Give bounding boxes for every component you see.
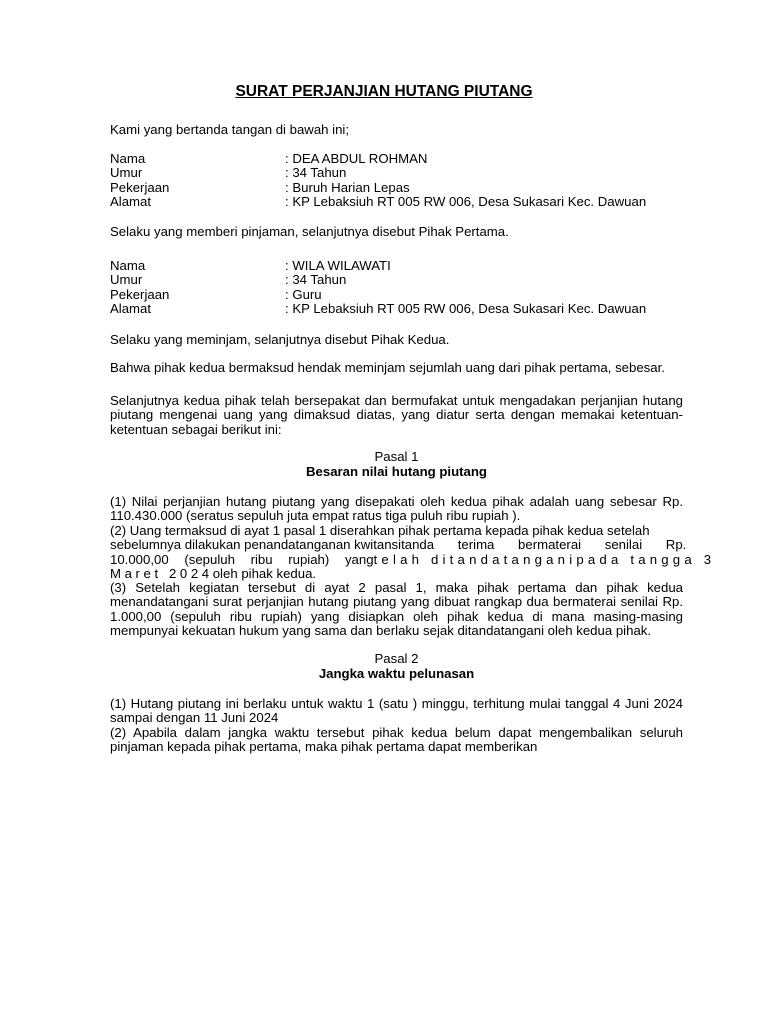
ayat-2-line-1-text: (2) Uang termaksud di ayat 1 pasal 1 diserahkan pihak pertama kepada pihak kedua setelah (110, 523, 650, 538)
pihak-kedua-umur-row (110, 273, 683, 287)
pihak-pertama-nama-row (110, 152, 683, 166)
pihak-pertama-umur-row (110, 166, 683, 180)
ayat-2-line-2a: sebelumnya dilakukan penandatanganan kwitansi (110, 537, 402, 553)
pasal-1-ayat-2 (110, 523, 716, 582)
ayat-2-line-2 (110, 537, 687, 553)
agreement-paragraph: Selanjutnya kedua pihak telah bersepakat dan bermufakat untuk mengadakan perjanjian hutang piutang mengenai uang yang dimaksud diatas, yang diatur serta dengan memakai ketentuan-ketentuan sebagai berikut ini: (110, 393, 683, 437)
alamat-label: Alamat (110, 194, 152, 210)
nama-label: Nama (110, 151, 146, 166)
pasal-2-subheading: Jangka waktu pelunasan (318, 666, 475, 681)
pekerjaan-label: Pekerjaan (110, 286, 170, 302)
nama-value: : WILA WILAWATI (285, 258, 391, 273)
alamat-value: : KP Lebaksiuh RT 005 RW 006, Desa Sukasari Kec. Dawuan (285, 301, 647, 317)
pasal-1-heading: Pasal 1 (374, 449, 419, 464)
pihak-kedua-note: Selaku yang meminjam, selanjutnya disebut Pihak Kedua. (110, 332, 450, 347)
ayat-2-line-3a: 10.000,00 (sepuluh ribu rupiah) yang (110, 551, 374, 567)
pihak-pertama-alamat-row (110, 195, 683, 209)
document-title: SURAT PERJANJIAN HUTANG PIUTANG (235, 83, 533, 100)
pasal-1-subheading: Besaran nilai hutang piutang (306, 464, 487, 479)
intro-text: Kami yang bertanda tangan di bawah ini; (110, 122, 350, 137)
alamat-value: : KP Lebaksiuh RT 005 RW 006, Desa Sukasari Kec. Dawuan (285, 194, 647, 210)
pihak-pertama-note: Selaku yang memberi pinjaman, selanjutnya disebut Pihak Pertama. (110, 224, 509, 239)
pasal-2-ayat-1: (1) Hutang piutang ini berlaku untuk waktu 1 (satu ) minggu, terhitung mulai tanggal 4 Juni 2024 sampai dengan 11 Juni 2024 (110, 696, 683, 726)
loan-statement: Bahwa pihak kedua bermaksud hendak meminjam sejumlah uang dari pihak pertama, sebesar. (110, 360, 665, 375)
pasal-2-heading: Pasal 2 (374, 651, 419, 666)
pihak-kedua-nama-row (110, 259, 683, 273)
pekerjaan-label: Pekerjaan (110, 179, 170, 195)
umur-label: Umur (110, 165, 143, 181)
pihak-kedua-block (110, 259, 683, 317)
pihak-kedua-alamat-row (110, 302, 683, 316)
ayat-2-line-3 (110, 551, 716, 567)
umur-label: Umur (110, 272, 143, 288)
ayat-2-line-2b: tanda terima bermaterai senilai Rp. (401, 537, 687, 553)
ayat-2-line-4a: Maret 2024 (110, 566, 213, 582)
pekerjaan-value: : Guru (285, 286, 322, 302)
pihak-pertama-block (110, 152, 683, 210)
ayat-2-line-3b: telah ditandatanganipada tangga 3 (373, 551, 716, 567)
ayat-2-line-1 (110, 524, 683, 538)
pekerjaan-value: : Buruh Harian Lepas (285, 179, 410, 195)
pihak-kedua-pekerjaan-row (110, 288, 683, 302)
nama-value: : DEA ABDUL ROHMAN (285, 151, 428, 166)
alamat-label: Alamat (110, 301, 152, 317)
umur-value: : 34 Tahun (285, 165, 347, 181)
pasal-1-ayat-3: (3) Setelah kegiatan tersebut di ayat 2 pasal 1, maka pihak pertama dan pihak kedua menandatangani surat perjanjian hutang piutang yang dibuat rangkap dua bermaterai senilai Rp. 1.000,00 (sepuluh ribu rupiah) yang disiapkan oleh pihak kedua di mana masing-masing mempunyai kekuatan hukum yang sama dan berlaku sejak ditandatangani oleh kedua pihak. (110, 580, 683, 639)
umur-value: : 34 Tahun (285, 272, 347, 288)
nama-label: Nama (110, 258, 146, 273)
ayat-2-line-4b: oleh pihak kedua. (212, 566, 317, 582)
pasal-1-ayat-1: (1) Nilai perjanjian hutang piutang yang disepakati oleh kedua pihak adalah uang sebesar Rp. 110.430.000 (seratus sepuluh juta empat ratus tiga puluh ribu rupiah ). (110, 494, 683, 524)
pihak-pertama-pekerjaan-row (110, 181, 683, 195)
pasal-2-ayat-2: (2) Apabila dalam jangka waktu tersebut pihak kedua belum dapat mengembalikan seluruh pinjaman kepada pihak pertama, maka pihak pertama dapat memberikan (110, 725, 683, 755)
